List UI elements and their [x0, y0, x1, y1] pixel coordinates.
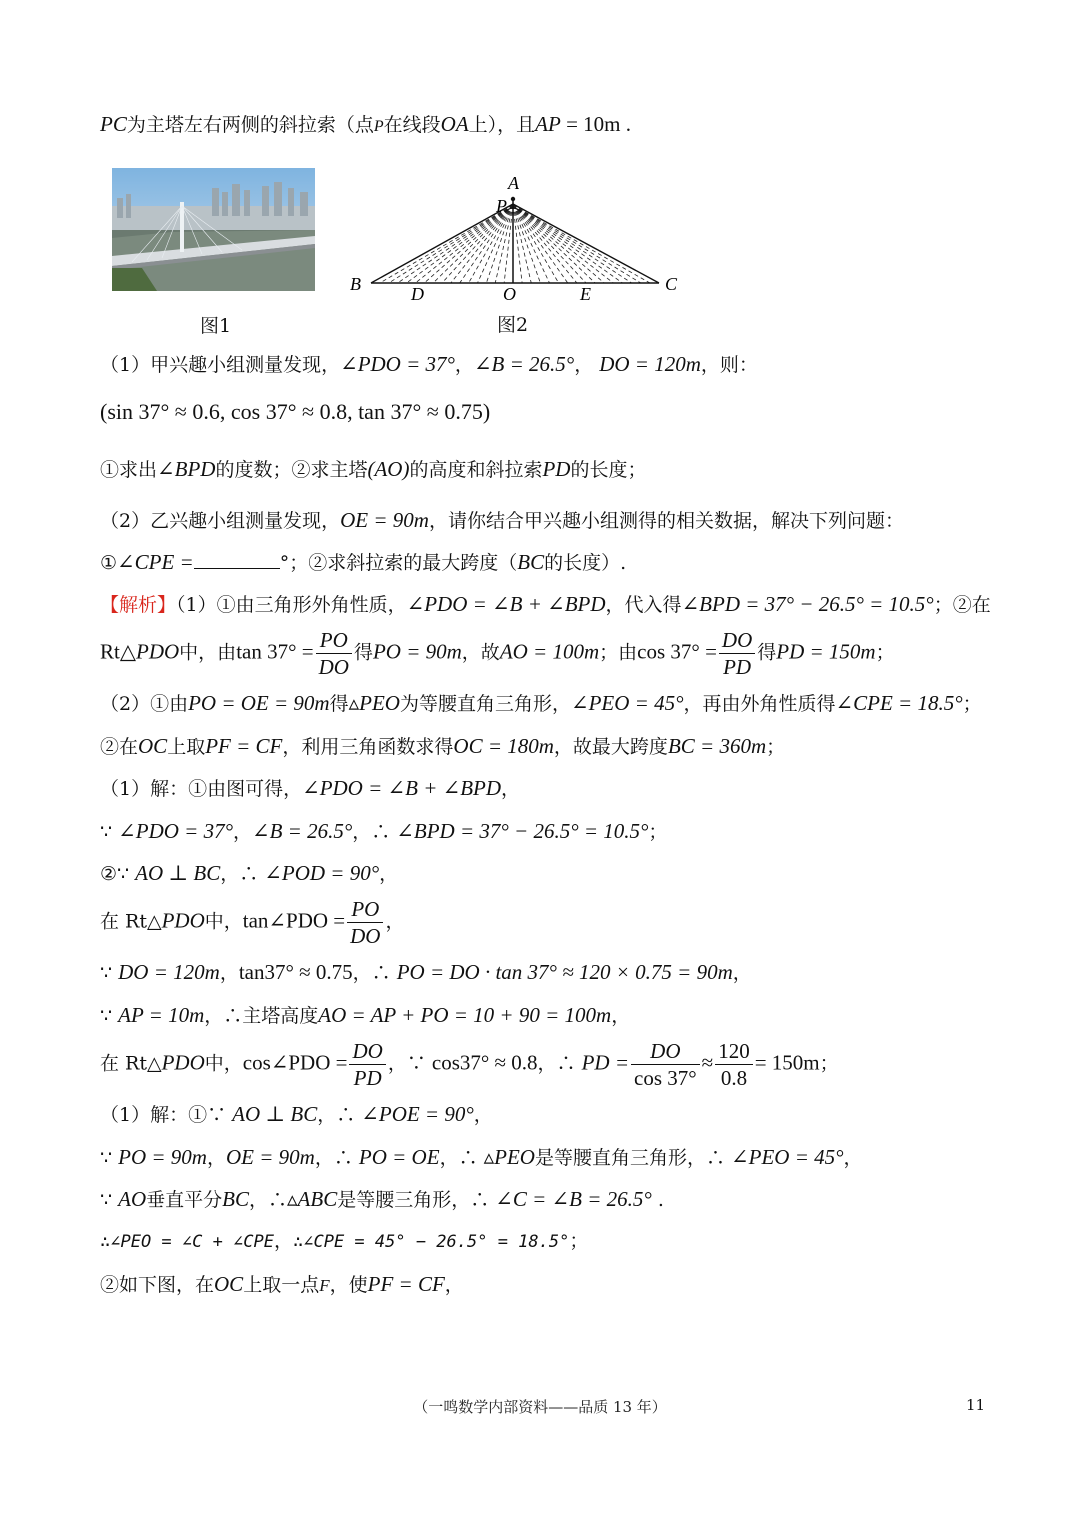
cable-line [433, 205, 513, 283]
sol1-line6 [100, 1003, 630, 1028]
math: ∠BPD = 37° − 26.5° = 10.5° [396, 819, 649, 843]
denominator: 0.8 [720, 1066, 748, 1090]
math: BC [517, 550, 545, 574]
text: ，则： [700, 354, 758, 376]
sol1-line2 [100, 819, 667, 844]
text: ， [219, 962, 239, 984]
text: 中， [204, 1052, 243, 1075]
text: ，∵ [387, 1052, 432, 1075]
math: AO ⊥ BC [232, 1102, 318, 1126]
page-number: 11 [966, 1396, 986, 1414]
text: ， [379, 863, 399, 885]
math: AP = 10m [118, 1003, 205, 1027]
cable-line [513, 205, 568, 283]
text: 上取 [167, 736, 206, 758]
denominator: DO [318, 655, 349, 679]
math: ∠CPE = [117, 550, 194, 574]
label-C: C [665, 274, 678, 294]
math: ∠POE = 90° [361, 1102, 474, 1126]
text: ， [454, 354, 474, 376]
text: 是等腰三角形，∴ [337, 1189, 496, 1211]
text: ②在 [100, 736, 139, 758]
text: ，利用三角函数求得 [282, 736, 454, 758]
sol1-line5 [100, 960, 752, 985]
text: ；②在 [933, 594, 991, 616]
text: 得 [757, 641, 777, 664]
cable-line [513, 205, 650, 283]
text: ∵ [100, 962, 119, 984]
text: ∵ [100, 1147, 119, 1169]
text: ，代入得 [605, 594, 682, 616]
denominator: cos 37° [634, 1066, 697, 1090]
math: (sin 37° ≈ 0.6, cos 37° ≈ 0.8, tan 37° ≈ 0.75) [100, 399, 491, 424]
text: ，请你结合甲兴趣小组测得的相关数据，解决下列问题： [428, 510, 904, 532]
math: Rt△ [100, 639, 136, 664]
numerator: PO [316, 627, 352, 654]
math: PO = OE = 90m [188, 691, 330, 715]
q1-line3 [100, 457, 646, 482]
cable-line [504, 205, 513, 283]
text: ，∴ [352, 821, 397, 843]
text: ，∴ [220, 863, 265, 885]
math: PF = CF [205, 734, 283, 758]
text: °；②求斜拉索的最大跨度（ [279, 552, 518, 574]
cable-line [442, 205, 513, 283]
text: ； [875, 641, 895, 664]
sol2-line2 [100, 1145, 863, 1170]
text: 的长度； [570, 459, 647, 481]
text: （1）解：①∵ [100, 1104, 233, 1126]
math: = 150m [754, 1050, 820, 1075]
math: PDO [136, 639, 180, 664]
fig2-caption: 图2 [497, 314, 529, 336]
sol2-line4 [100, 1229, 588, 1254]
fraction [349, 1038, 385, 1091]
sol1-line7 [100, 1038, 839, 1091]
text: ，故 [461, 641, 500, 664]
text: （1）解：①由图可得， [100, 778, 303, 800]
math: cos37° ≈ 0.8 [431, 1050, 538, 1075]
text: 中，由 [179, 641, 237, 664]
text: . [651, 1189, 664, 1211]
math: DO = 120m [599, 352, 701, 376]
label-O: O [503, 284, 516, 304]
label-D: D [411, 284, 424, 304]
text: ， [501, 778, 521, 800]
math: PF = CF [367, 1272, 445, 1296]
sol2-line5 [100, 1272, 464, 1298]
math: OE = 90m [226, 1145, 315, 1169]
math: AO ⊥ BC [135, 861, 221, 885]
text: （1）甲兴趣小组测量发现， [100, 354, 341, 376]
cable-line [513, 205, 632, 283]
text: ； [962, 693, 982, 715]
math: ∠PDO = ∠B + ∠BPD [406, 592, 606, 616]
text: ， [385, 910, 405, 933]
math: PO = DO · tan 37° ≈ 120 × 0.75 = 90m [396, 960, 733, 984]
text: 的度数；②求主塔 [215, 459, 368, 481]
text: 的长度）. [544, 552, 627, 574]
cable-line [513, 205, 604, 283]
numerator: DO [719, 627, 755, 654]
math: ∠CPE = 18.5° [835, 691, 963, 715]
sol2-line1 [100, 1102, 493, 1127]
text: 是等腰直角三角形，∴ [534, 1147, 732, 1169]
math: F [319, 1276, 330, 1295]
text: ；由 [599, 641, 638, 664]
math: AO = AP + PO = 10 + 90 = 100m [318, 1003, 612, 1027]
math: PO = 90m [372, 639, 462, 664]
math: OE = 90m [340, 508, 429, 532]
label-E: E [580, 284, 591, 304]
cable-line [424, 205, 513, 283]
text: 得 [329, 693, 349, 715]
math: PDO [161, 1050, 205, 1075]
analysis-line1 [100, 592, 991, 617]
sol1-line3 [100, 861, 398, 886]
text: ， [206, 1147, 226, 1169]
numerator: PO [347, 896, 383, 923]
page-footer: （一鸣数学内部资料——品质 13 年） [413, 1398, 667, 1416]
fraction [631, 1038, 700, 1091]
analysis-line3 [100, 691, 982, 716]
math: PD = 150m [776, 639, 876, 664]
q1-line1 [100, 352, 758, 377]
text: ， [843, 1147, 863, 1169]
math: ∠POD = 90° [264, 861, 380, 885]
analysis-tag: 【解析】 [100, 594, 177, 616]
math: ∠PDO = ∠B + ∠BPD [302, 776, 502, 800]
text: 得 [353, 641, 373, 664]
numerator: DO [349, 1038, 385, 1065]
math: (AO) [367, 457, 410, 481]
math: ▵PEO [348, 691, 400, 715]
label-A: A [508, 173, 519, 193]
cable-line [415, 205, 513, 283]
math: DO = 120m [118, 960, 220, 984]
numerator: DO [631, 1038, 700, 1065]
math: AP [535, 112, 561, 136]
q2-line2 [100, 550, 626, 575]
math: ▵PEO [483, 1145, 535, 1169]
math: OA [440, 112, 469, 136]
math: ∴∠CPE = 45° − 26.5° = 18.5° [293, 1232, 570, 1252]
math: = 10m . [560, 112, 632, 136]
fraction [715, 1038, 753, 1091]
math: OC = 180m [453, 734, 554, 758]
math: ∠PEO = 45° [571, 691, 684, 715]
math: PDO [161, 908, 205, 933]
cable-line [513, 205, 586, 283]
math: ≈ [701, 1050, 714, 1075]
text: 上），且 [468, 114, 536, 136]
math: tan 37° = [236, 639, 314, 664]
text: ∵ [100, 1005, 119, 1027]
text: 垂直平分 [146, 1189, 223, 1211]
sol1-line1 [100, 776, 520, 801]
text: 在 Rt△ [100, 1052, 162, 1075]
math: ∠C = ∠B = 26.5° [495, 1187, 652, 1211]
math: ∠PDO = 37° [118, 819, 233, 843]
math: ∴∠PEO = ∠C + ∠CPE [100, 1232, 274, 1252]
text: ， [732, 962, 752, 984]
text: 为主塔左右两侧的斜拉索（点 [126, 114, 374, 136]
label-B: B [350, 274, 361, 294]
text: ∵ [100, 1189, 119, 1211]
math: PD [542, 457, 571, 481]
cable-line [398, 205, 513, 283]
fraction [719, 627, 755, 680]
math: ∠BPD = 37° − 26.5° = 10.5° [681, 592, 934, 616]
math: cos∠PDO = [242, 1050, 348, 1075]
text: ， [611, 1005, 631, 1027]
analysis-line4 [100, 734, 785, 759]
text: ； [569, 1230, 589, 1252]
text: ； [819, 1052, 839, 1075]
math: BC = 360m [667, 734, 767, 758]
text: ， [274, 1230, 294, 1252]
math: P [373, 118, 384, 135]
math: ∠BPD [157, 457, 216, 481]
text: 在 Rt△ [100, 910, 162, 933]
math: PD = [581, 1050, 630, 1075]
numerator: 120 [715, 1038, 753, 1065]
answer-blank [194, 550, 280, 569]
cable-line [513, 205, 613, 283]
text: ① [100, 552, 118, 574]
text: ②∵ [100, 863, 136, 885]
text: ； [766, 736, 786, 758]
cable-line [460, 205, 513, 283]
math: PO = 90m [118, 1145, 207, 1169]
denominator: DO [350, 924, 381, 948]
text: ∵ [100, 821, 119, 843]
math: ▵ABC [287, 1187, 338, 1211]
denominator: PD [723, 655, 752, 679]
math: AO [118, 1187, 147, 1211]
q1-line2 [100, 400, 490, 425]
analysis-line2 [100, 627, 895, 680]
text: ， [473, 1104, 493, 1126]
text: ， [574, 354, 594, 376]
text: 中， [204, 910, 243, 933]
label-P: P [496, 196, 507, 216]
cable-line [513, 205, 595, 283]
math: cos 37° = [637, 639, 717, 664]
fraction [316, 627, 352, 680]
text: （2）乙兴趣小组测量发现， [100, 510, 341, 532]
text: 在线段 [383, 114, 441, 136]
q2-line1 [100, 508, 904, 533]
math: OC [214, 1272, 244, 1296]
text: 的高度和斜拉索 [409, 459, 543, 481]
intro-line [100, 112, 631, 139]
sol1-line4 [100, 896, 405, 949]
text: ； [648, 821, 668, 843]
text: ，∴ [314, 1147, 359, 1169]
math: tan37° ≈ 0.75 [238, 960, 353, 984]
text: ，使 [329, 1274, 368, 1296]
cable-line [389, 205, 513, 283]
text: ，∴ [537, 1052, 582, 1075]
text: ②如下图，在 [100, 1274, 215, 1296]
math: PC [100, 112, 127, 136]
text: ，∴ [439, 1147, 484, 1169]
text: ，∴ [317, 1104, 362, 1126]
math: tan∠PDO = [242, 908, 346, 933]
text: ，∴ [352, 962, 397, 984]
math: ∠PEO = 45° [731, 1145, 844, 1169]
text: ，故最大跨度 [553, 736, 668, 758]
cable-line [513, 205, 641, 283]
cable-line [380, 205, 513, 283]
math: OC [138, 734, 168, 758]
fraction [347, 896, 383, 949]
math: ∠B = 26.5° [251, 819, 353, 843]
bridge-diagram [340, 172, 690, 304]
math: ∠PDO = 37° [340, 352, 455, 376]
text: ，再由外角性质得 [683, 693, 836, 715]
text: ，∴主塔高度 [204, 1005, 319, 1027]
math: AO = 100m [499, 639, 600, 664]
math: BC [222, 1187, 249, 1211]
text: ，∴ [249, 1189, 288, 1211]
text: ， [444, 1274, 464, 1296]
bridge-photo [112, 168, 315, 291]
fig1-caption: 图1 [200, 315, 232, 337]
text: ， [232, 821, 252, 843]
text: （2）①由 [100, 693, 189, 715]
sol2-line3 [100, 1187, 664, 1212]
text: ①求出 [100, 459, 158, 481]
text: （1）①由三角形外角性质， [176, 594, 407, 616]
denominator: PD [353, 1066, 382, 1090]
text: 上取一点 [243, 1274, 320, 1296]
math: PO = OE [358, 1145, 440, 1169]
text: 为等腰直角三角形， [399, 693, 571, 715]
math: ∠B = 26.5° [473, 352, 575, 376]
